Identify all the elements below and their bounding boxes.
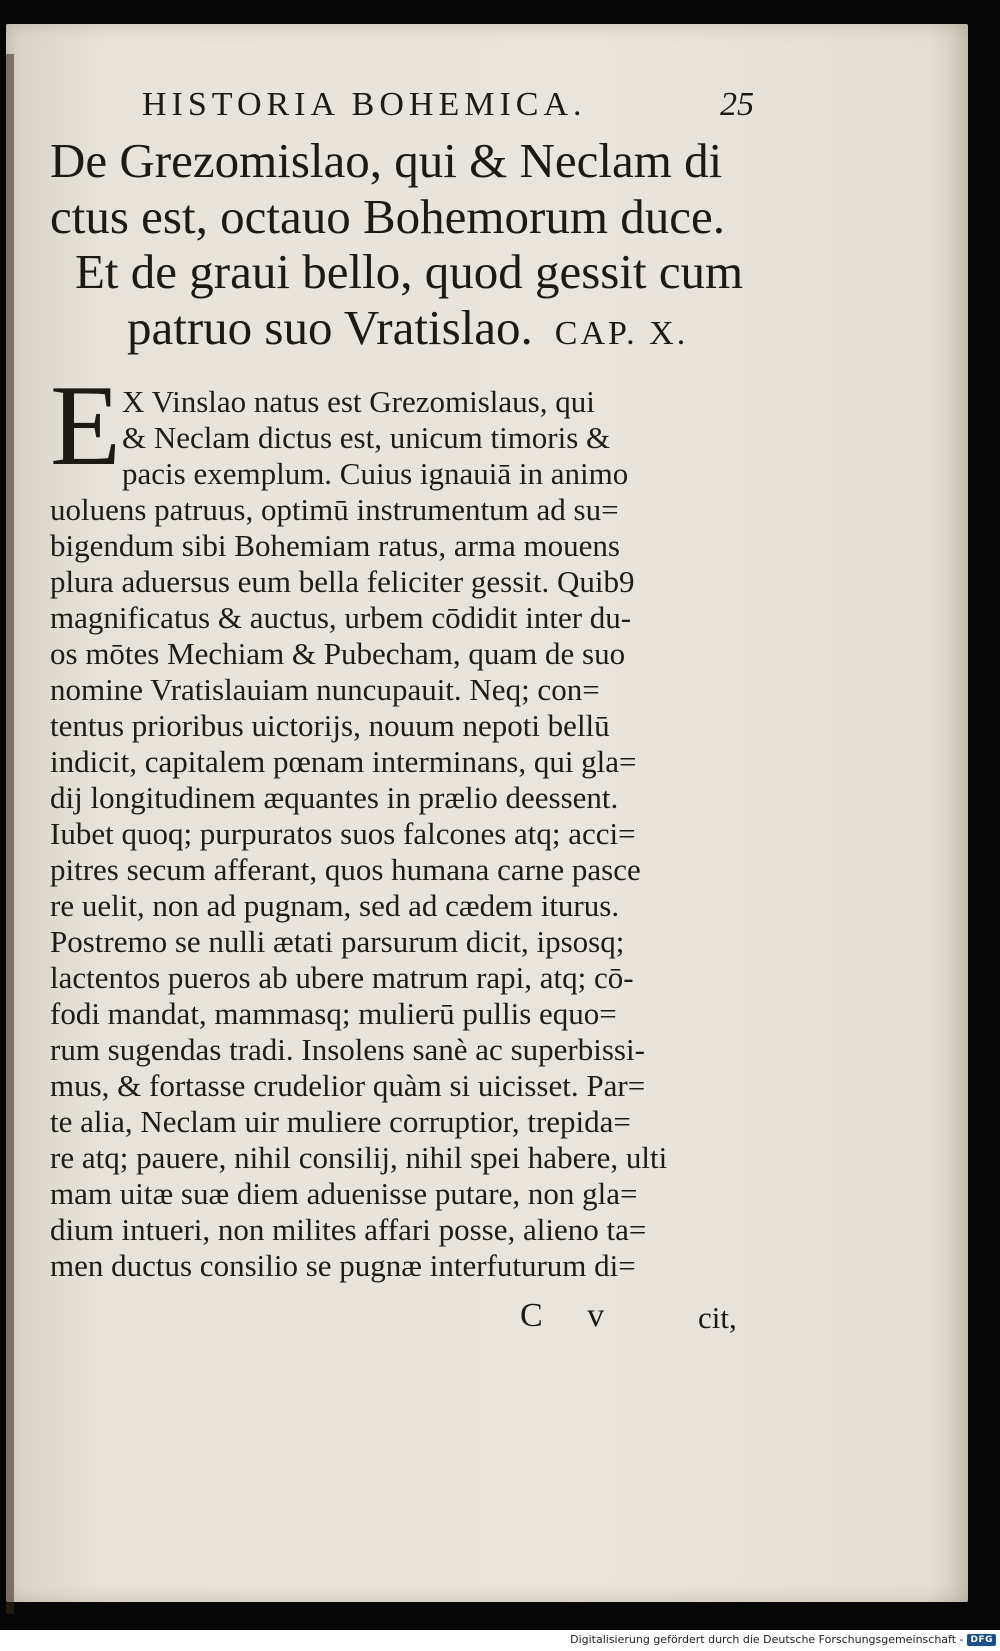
body-line: Iubet quoq; purpuratos suos falcones atq; acci= xyxy=(50,816,636,851)
body-line: uoluens patruus, optimū instrumentum ad su= xyxy=(50,492,619,527)
chapter-title-line: ctus est, octauo Bohemorum duce. xyxy=(50,189,725,244)
body-line: X Vinslao natus est Grezomislaus, qui xyxy=(122,384,595,419)
body-line: dij longitudinem æquantes in prælio deessent. xyxy=(50,780,619,815)
page-binding-edge xyxy=(6,54,14,1614)
body-line: mus, & fortasse crudelior quàm si uicisset. Par= xyxy=(50,1068,646,1103)
chapter-title-line: De Grezomislao, qui & Neclam di xyxy=(50,133,723,188)
signature-mark: C v xyxy=(520,1297,623,1334)
body-line: re atq; pauere, nihil consilij, nihil spei habere, ulti xyxy=(50,1140,668,1175)
body-line: plura aduersus eum bella feliciter gessit. Quib9 xyxy=(50,564,635,599)
body-line: pacis exemplum. Cuius ignauiā in animo xyxy=(122,456,629,491)
body-line: fodi mandat, mammasq; mulierū pullis equo= xyxy=(50,996,617,1031)
body-line: te alia, Neclam uir muliere corruptior, trepida= xyxy=(50,1104,631,1139)
chapter-title-line xyxy=(127,300,688,361)
body-line: mam uitæ suæ diem aduenisse putare, non gla= xyxy=(50,1176,638,1211)
body-line: men ductus consilio se pugnæ interfuturum di= xyxy=(50,1248,636,1283)
page-number: 25 xyxy=(720,86,754,123)
body-line: Postremo se nulli ætati parsurum dicit, ipsosq; xyxy=(50,924,625,959)
body-line: dium intueri, non milites affari posse, alieno ta= xyxy=(50,1212,647,1247)
body-line: nomine Vratislauiam nuncupauit. Neq; con= xyxy=(50,672,600,707)
chapter-title-line: Et de graui bello, quod gessit cum xyxy=(75,244,744,299)
chapter-title-text: patruo suo Vratislao. xyxy=(127,300,533,355)
dfg-logo: DFG xyxy=(967,1634,996,1646)
body-line: magnificatus & auctus, urbem cōdidit inter du- xyxy=(50,600,632,635)
body-line: rum sugendas tradi. Insolens sanè ac superbissi- xyxy=(50,1032,645,1067)
body-line: pitres secum afferant, quos humana carne pasce xyxy=(50,852,641,887)
body-line: & Neclam dictus est, unicum timoris & xyxy=(122,420,611,455)
footer-credit-text: Digitalisierung gefördert durch die Deutsche Forschungsgemeinschaft - xyxy=(570,1633,964,1646)
body-line: os mōtes Mechiam & Pubecham, quam de suo xyxy=(50,636,626,671)
footer-credit xyxy=(570,1633,996,1646)
body-line: bigendum sibi Bohemiam ratus, arma mouens xyxy=(50,528,620,563)
body-line: indicit, capitalem pœnam interminans, qui gla= xyxy=(50,744,637,779)
body-line: re uelit, non ad pugnam, sed ad cædem iturus. xyxy=(50,888,620,923)
drop-cap-initial: E xyxy=(50,362,121,490)
catchword: cit, xyxy=(698,1300,737,1335)
body-line: tentus prioribus uictorijs, nouum nepoti bellū xyxy=(50,708,610,743)
chapter-label: CAP. X. xyxy=(554,315,689,352)
body-line: lactentos pueros ab ubere matrum rapi, atq; cō- xyxy=(50,960,634,995)
running-head: HISTORIA BOHEMICA. xyxy=(142,86,587,123)
